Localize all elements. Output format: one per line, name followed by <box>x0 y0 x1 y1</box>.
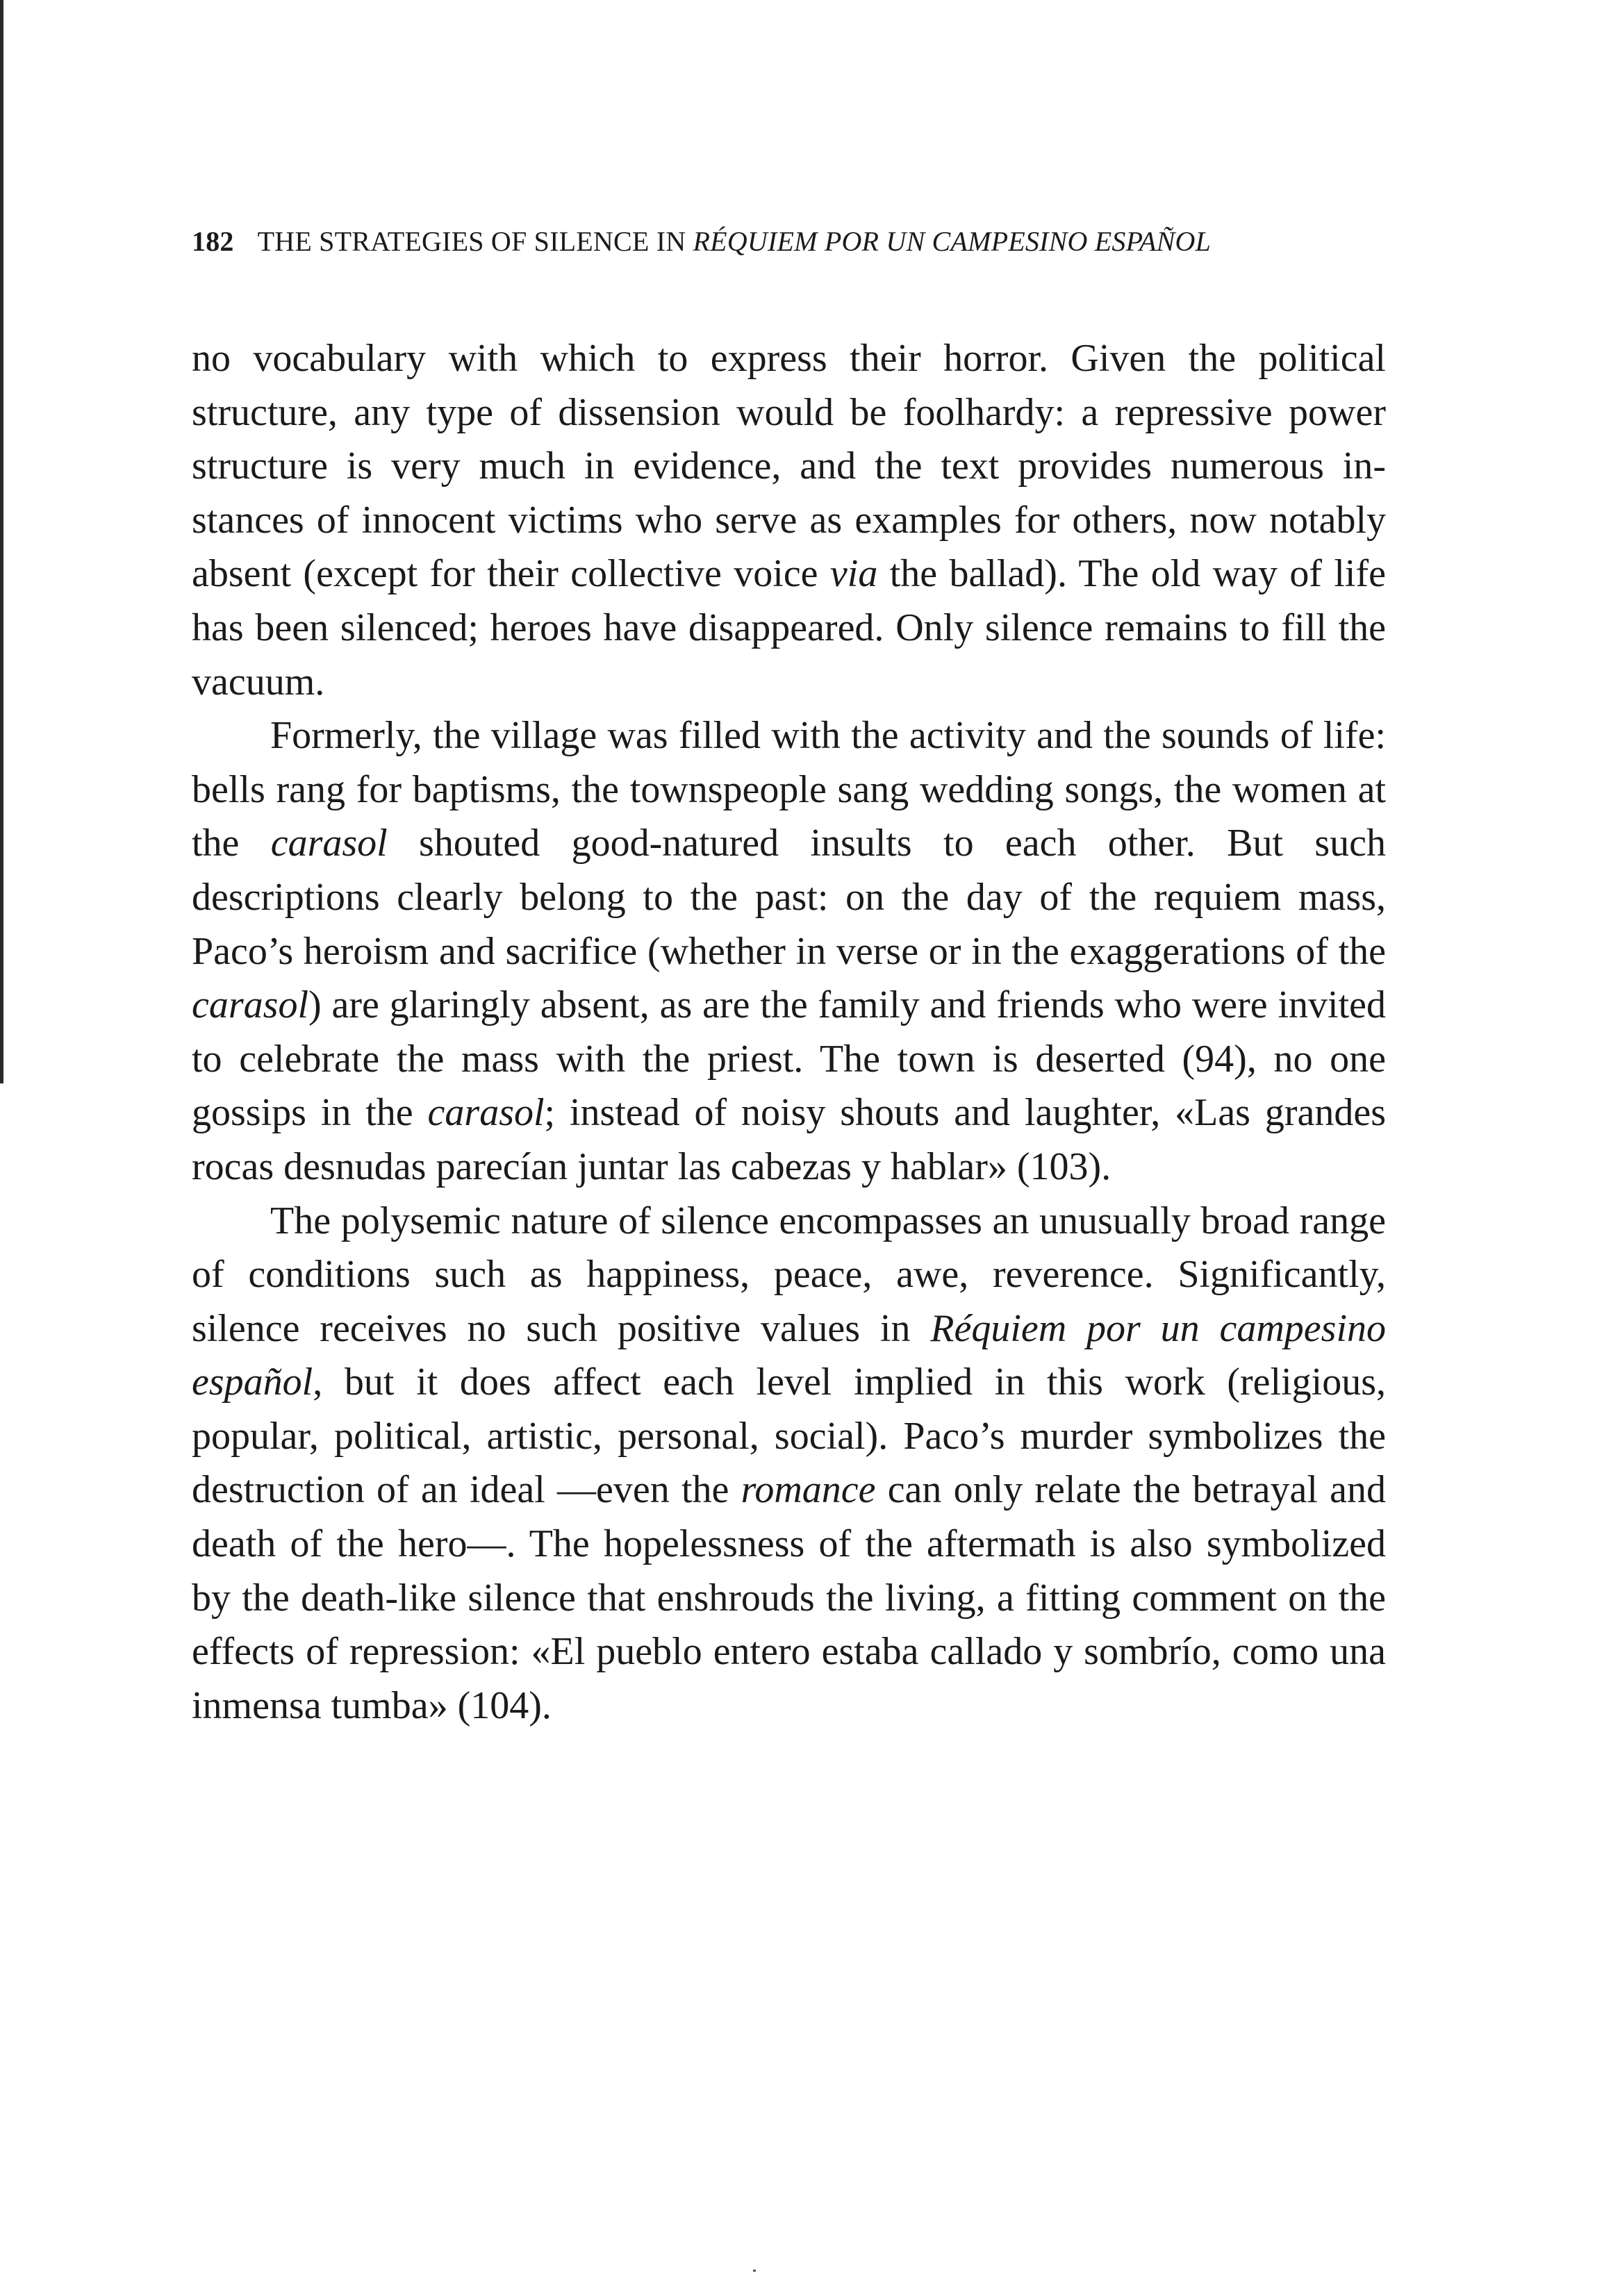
paragraph-2-italic-carasol-2: carasol <box>192 983 308 1027</box>
paragraph-1-text-a: no vocabulary with which to express their horror. Given the political structure, any type of dissension would be foolhardy: a repressive power structure is very much in evidence, and the text provides numerous instances of innocent victims who serve as examples for others, now notably absent (except for their collective voice <box>192 337 1386 596</box>
paragraph-3-text-b: , but it does affect each level implied in this work (religious, popular, political, artistic, personal, social). Paco’s murder symbolizes the destruction of an ideal —even the <box>192 1361 1386 1512</box>
paragraph-2-text-d: ; instead of noisy shouts and laughter, «Las grandes rocas desnudas parecían juntar las cabezas y hablar» (103). <box>192 1091 1386 1188</box>
page-number: 182 <box>192 226 234 257</box>
paragraph-1 <box>192 332 1386 709</box>
paragraph-3-italic-book-title: Réquiem por un campesino español <box>192 1306 1386 1404</box>
paragraph-2-text-a: Formerly, the village was filled with the activity and the sounds of life: bells rang for baptisms, the townspeople sang wedding songs, the women at the <box>192 714 1386 865</box>
running-title-book: RÉQUIEM POR UN CAMPESINO ESPAÑOL <box>693 226 1212 257</box>
paragraph-3-italic-romance: romance <box>741 1468 876 1512</box>
paragraph-1-text-b: the ballad). The old way of life has been silenced; heroes have disappeared. Only silence remains to fill the vacuum. <box>192 552 1386 704</box>
paragraph-3-text-c: can only relate the betrayal and death of the hero—. The hopelessness of the aftermath is also symbolized by the death-like silence that enshrouds the living, a fitting comment on the effects of repression: «El pueblo entero estaba callado y sombrío, como una inmensa tumba» (104). <box>192 1468 1386 1727</box>
paragraph-1-italic-via: via <box>829 552 878 596</box>
scan-edge-line <box>0 0 3 1083</box>
running-title <box>258 226 1212 257</box>
paragraph-2-italic-carasol-3: carasol <box>427 1091 545 1135</box>
running-title-prefix: THE STRATEGIES OF SILENCE IN <box>257 226 693 257</box>
paragraph-2 <box>192 709 1386 1194</box>
paragraph-2-italic-carasol-1: carasol <box>270 822 388 865</box>
body-text <box>192 332 1386 1733</box>
paragraph-2-text-b: shouted good-natured insults to each other. But such descriptions clearly belong to the past: on the day of the requiem mass, Paco’s heroism and sacrifice (whether in verse or in the exaggerations of the <box>192 822 1386 973</box>
scan-speck <box>753 2270 756 2272</box>
running-head <box>192 221 1400 263</box>
paragraph-3 <box>192 1195 1386 1733</box>
paragraph-2-text-c: ) are glaringly absent, as are the family and friends who were invited to celebrate the mass with the priest. The town is deserted (94), no one gossips in the <box>192 983 1386 1135</box>
paragraph-3-text-a: The polysemic nature of silence encompasses an unusually broad range of conditions such as happiness, peace, awe, reverence. Significantly, silence receives no such positive values in <box>192 1199 1386 1350</box>
